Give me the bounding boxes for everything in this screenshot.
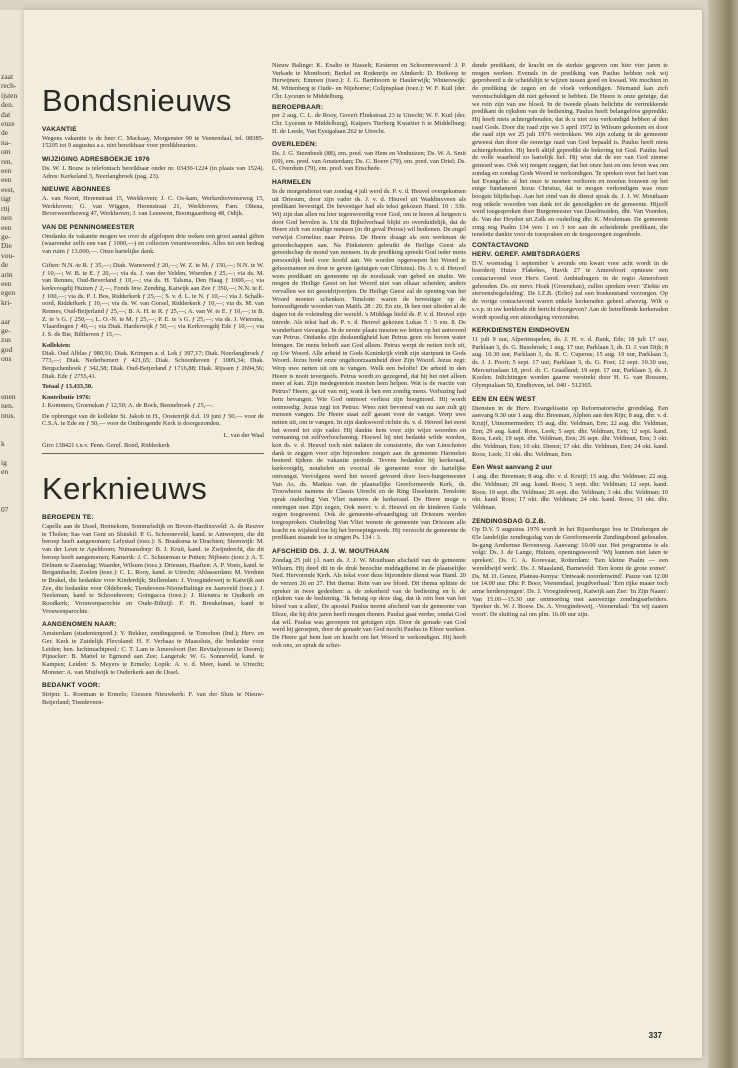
- section-title: WIJZIGING ADRESBOEKJE 1976: [42, 156, 150, 164]
- fragment-line: unen: [1, 391, 16, 401]
- article-section: [42, 156, 264, 180]
- section-title: BEDANKT VOOR:: [42, 682, 101, 690]
- article-section: [472, 464, 668, 511]
- article-section: [472, 242, 668, 321]
- fragment-line: zaat: [1, 72, 14, 81]
- fragment-line: egen: [1, 288, 16, 298]
- fragment-line: ge-: [1, 325, 11, 335]
- fragment-line: [1, 307, 24, 316]
- giro-text: Giro 138421 t.n.v. Penn. Geref. Bond, Ridderkerk: [42, 441, 170, 449]
- fragment-line: Die: [1, 241, 12, 251]
- section-title: VAN DE PENNINGMEESTER: [42, 224, 135, 232]
- fragment-line: [1, 373, 24, 382]
- fragment-line: rech-: [1, 81, 17, 91]
- page-number: 337: [648, 1031, 662, 1040]
- fragment-line: ge-: [1, 231, 11, 241]
- fragment-line: eest,: [1, 184, 15, 194]
- col2-intro: Nieuw Balinge: K. Exalto te Hasselt; Kesteren en Schoonrewoerd: J. P. Verkade te Montfoort; Berkel en Rodenrijs en Almkerk: D. Heikoop te Herwijnen; Emmen (toez.): J. G. Barnhoorn te Haulerwijk; Winterswijk: M. Wittenberg te Oude- en Nijehorne; Colijnsplaat (toez.): W. F. Kuil (der. Chr. Lyceum te Middelburg.: [272, 62, 466, 100]
- section-title: HARMELEN: [272, 179, 311, 187]
- giften-text: Giften: N.N.-te R. ƒ 35,—; Diak. Wanswerd ƒ 20,—; W. Z. te M. ƒ 150,—; N.N. te W. ƒ 10,—; W. B. te E. ƒ 20,—; via ds. J. van der Velden, Woerden ƒ 25,—; via ds. M. van Rennes, Oud-Beverland ƒ 10,—; via ds. H. Talsma, Den Haag ƒ 1000,—; via kerkvoogdij Huizen ƒ 2,—, Fonds Inw. Zending, Katwijk aan Zee ƒ 350,—; N.N. te E. ƒ 100,—; via ds. P. J. Bos, Ridderkerk ƒ 25,—; S. v. d. L. te N. ƒ 10,—; via J. Schalk-oord, Ridderkerk ƒ 10,—; via ds. W. van Gorsel, Ridderkerk ƒ 10,—; via ds. M. van Rennes, Oud-Beijerland ƒ 25,—; B. A. H. te R. ƒ 25,—; A. van W. te E. ƒ 10,—; te B. Z. te 's G. ƒ 250,—; L. O.-N. te M. ƒ 25,—; P. E. te 's G. ƒ 25,—; via ds. J. Wiersma, Vlaardingen ƒ 40,—; via Diak. Harderwijk ƒ 50,—; via Kerkvoogdij Ede ƒ 10,—; via J. S. de Bie, Bilthoven ƒ 15,—.: [42, 261, 264, 339]
- fragment-line: ons: [1, 354, 12, 364]
- previous-page-text-fragments: [0, 10, 24, 514]
- article-section: [272, 179, 466, 542]
- article-section: [42, 682, 264, 706]
- kontributie-title: Kontributie 1976:: [42, 394, 91, 402]
- column-middle: [272, 62, 466, 1047]
- column-right: [472, 62, 668, 1047]
- fragment-line: dat: [1, 109, 11, 119]
- fragment-line: ig: [1, 457, 7, 467]
- opbrengst-text: De opbrengst van de kollekte St. Jakob in H., Oostenrijk d.d. 19 juni ƒ 50,— voor de C.S.A. te Ede en ƒ 50,— voor de Ontbrogende Kerk is doorgezonden.: [42, 412, 264, 428]
- article-section: [472, 518, 668, 619]
- article-section: [42, 126, 264, 150]
- fragment-line: een: [1, 175, 12, 185]
- section-title: VAKANTIE: [42, 126, 77, 133]
- article-section: [42, 224, 264, 256]
- fragment-line: rtij: [1, 203, 10, 213]
- section-text: A. van Noort, Herenstraat 15, Werkhoven; J. C. Os-kam, Werkenhovenseweg 15, Werkhoven; G. van Wiggen, Herenstraat 21, Werkhoven; Fam. Oltena, Beverweerdseweg 47, Werkhoven; J. van Leeuwen, Boomgaardweg 48, Odijk.: [42, 194, 264, 218]
- fragment-line: de: [1, 128, 9, 138]
- totaal-text: Totaal ƒ 13.433,50.: [42, 383, 93, 391]
- section-text: Omdanks de vakantie mogen we over de afgelopen drie weken een groot aantal giften (waaronder zelfs een van ƒ 1000,—) en collecten verantwoorden. Alles tot een bedrag van ruim ƒ 13.000,—. Onze hartelijke dank.: [42, 232, 264, 256]
- fragment-line: k: [1, 438, 5, 448]
- fragment-line: tigt: [1, 194, 12, 204]
- section-title: BEROEPEN TE:: [42, 514, 94, 522]
- article-section: [42, 514, 264, 615]
- column-left: [42, 70, 264, 712]
- fragment-line: [1, 495, 24, 504]
- fragment-line: den.: [1, 100, 14, 110]
- fragment-line: kri-: [1, 297, 12, 307]
- section-title: ZENDINGSDAG G.Z.B.: [472, 517, 546, 525]
- fragment-line: zus: [1, 335, 11, 345]
- section-text: Capelle aan de IJssel, Bennekom, Sommelsdijk en Boven-Hardinxveld: A. de Reuver te Tholen; Sas van Gent en Sluiskil: P. G. Schooneveld, kand. te Antwerpen, die dit beroep heeft aangenomen; Lelystad (toez.): S. Braaksma te Drachten; Steenwijk: M. van der Leun te Apeldoorn; Numansdorp: B. J. Kruit, kand. te Zwijndrecht, die dit beroep heeft aangenomen; Kamerik: J. C. Schuurman te Putten; Nijbeets (toez.): A. T. Delnum te Zaamslag; Waarder, Wilsum (toez.): Driesum, Haaften: A. P. Voets, kand. te Bergambacht; Zoelen (toez.): C. L. Rooy, kand. te Utrecht; Ablasserdam: M. Verduin te Brakel, die bedankte voor Kinderdijk; Stellendam: J. Vroegindeweij te Katwijk aan Zee, die bedankte voor Oldebroek; Tiendeveen-NieuwBalinge en Jaarsveld (toez.): J. Neeleman, kand te Schoonhoven; Goingacca (toez.): J. Rienstra te Oudkerk en Roodkerk; Vrouwenparochie en Oude-Biltzijl: F. H. Breukelman, kand te Vrouwenparochie.: [42, 523, 264, 615]
- section-text: In de morgendienst van zondag 4 juli werd ds. P. v. d. Heuvel overgekomen uit Driesum, door zijn vader ds. J. v. d. Heuvel uit Waddinxveen als predikant bevestigd. De bevestiger had als tekst gekozen Hand. 10 : 33b. Wij zijn dan allen nu hier tegenwoordig voor God, om te horen al hetgeen u door God bevolen is. Uit dit Bijbelverhaal blijkt zo overduidelijk, dat de Heere zich van zondige mensen (in dit geval Petrus) wil bedienen. De engel verwijst Cornelius naar Petrus. De Heere draagt als een werkman de gereedschappen aan. Na Pinksteren gebruikt de Heilige Geest als gereedschap de mond van mensen. In de prediking spreekt God ieder mens persoonlijk heel voor hoofd aan. We worden opgeroepen het Woord te gehoorzamen en door te geven (getuigen van Christus). Ds. J. v. d. Heuvel wees predikant en gemeente op de noodzaak van gebed en studie. We mogen de Heilige Geest en het Woord niet van elkaar scheiden, anders vervallen we tot geestdrijverijen. De Heilige Geest zal de opening van het Woord moeten schenken. Tenslotte waren de bevestiger op de bemoedigende woorden van Matth. 28 : 20. En zie, Ik ben met ulieden al de dagen tot de voleinding der wereld. 's Middags hield ds. P. v. d. Heuvel zijn intrede. Als tekst had ds. P. v. d. Heuvel gekozen Lukas 5 : 5 em. 8. De wonderbare visvangst. In de eerste plaats moeten we letten op het antwoord van Petrus. Ondanks zijn deskundigheid kan Petrus geen vis boven water brengen. De mens beleeft aan God alleen. Petrus werpt de netten toch uit, op Uw Woord. Alle arbeid in Gods Koninkrijk vindt zijn startpunt in Gods Woord. Jezus brekt onze ongehoorzaamheid door Zijn Woord. Jezus zegt: Werp uwe netten uit om te vangen. Welk een belofte! De arbeid in den Heere is nooit tevergeefs. Petrus wordt zo gezegend, dat hij het niet alleen meer af kan. Zijn medegenoten moeten hem helpen. Wat is de reactie van Petrus? Heere, ga uit van mij, want ik ben een zondig mens. Verbazing had hem bevangen. Wie God ontmoet verliest zijn hoogmoed. Hij wordt ootmoedig. Jezus zegt tot Petrus: Wees niet bevreesd van nu aan zult gij mensen vangen. De Heere staat zelf garant voor de vangst. Werp uwe netten uit, om te vangen. In zijn dankwoord richtte ds. v. d. Heuvel het eerst het woord tot zijn vader. Hij dankte hem voor zijn wijze woorden en vermaning tot zelfverloochening. Hoewel hij niet bedankt wilde worden, kon ds. v. d. Heuvel toch niet nalaten de consistorie, die van Linschoten dank te zeggen voor zijn bijzondere zorgen aan de gemeente Harmelen besteed tijdens de vakantie periode. Tevens bedankte hij kerkeraad, kerkvoogdij, notabelen en voorzal de gemeente voor de hartelijke ontvangst. Vervolgens werd het woord gevoerd door loco-burgemeester Van As, ds. Markus van de plaatselijke Gereformeerde Kerk, ds. Trouwborst namens de Classis Utrecht en de Ring IJsselstein. Tenslotte sprak ouderling Van Vliet namens de kerkeraad. De Heere moge u omringen met Zijn zegen, Ook mevr. v. d. Heuvel en de kinderen Gods zegen toegewenst. Ook de gemeente-afvaardiging uit Driesum werden toegesproken. Ouderling Van Vliet wenste de gemeente van Driesum alle kracht en wijsheid toe bij het beroepingswerk. Hij verzocht de gemeente de predikant staande toe te zingen Ps. 134 : 3.: [272, 187, 466, 542]
- section-title: EEN EN EEN WEST: [472, 395, 536, 403]
- fragment-line: [1, 476, 24, 485]
- section-text: Amsterdam (studentenpred.): Y. Bekker, zendingspred. te Tomohon (Ind.); Herv. en Ger. Kerk te Zuidelijk Flevoland: H. F. Verbaas te Maassluis, die bedankte voor Leiden; ben. luchtmachtpred.: C. T. Lam te Amersfoort (ler. Revitalyceum te Doorn); Pijnacker: B. Martel te Egmond aan Zee; Langerak: W. G. Sonneveld, kand. te Kampen; Leiden: S. Meyers te Ermelo; Lopik: A. v. d. Meer, kand. te Utrecht; Monster: A. van Muilwijk te Ouderkerk aan de IJssel.: [42, 630, 264, 676]
- fragment-line: ijsten: [1, 90, 18, 100]
- section-text: D.V. woensdag 1 september 's avonds om kwart voor acht wordt in de boerderij Huize Flakehes, Havik 27 te Amersfoort opnieuw een contactavond voor Herv. Geref. Ambtsdragers in de regio Amersfoort gehouden. Ds. en mevr. Hoek (Groenekan), zullen spreken over: 'Ziekte en stervensbegeleiding'. De I.Z.B. (Echo) zal een boekenstand verzorgen. Op de vorige contactavond waren enkele kerkeraden geheel afwezig. Wilt u s.v.p. in uw kerkbode dit bericht doorgeven? Aan de betreffende kerkeraden wordt spoedig een uitnodiging verzonden.: [472, 259, 668, 321]
- section-subtitle: HERV. GEREF. AMBTSDRAGERS: [472, 250, 581, 258]
- fragment-line: een: [1, 166, 12, 176]
- col3-sections: [472, 242, 668, 619]
- article-section: [272, 104, 466, 136]
- section-text: Ds. W. J. Bouw is telefonisch bereikbaar onder nr. 03436-1224 (in plaats van 1524). Adres: Kerkeland 3, Neerlangbroek (pag. 23).: [42, 164, 264, 180]
- col2-sections: [272, 104, 466, 650]
- fragment-line: [1, 382, 24, 391]
- section-title: Een West aanvang 2 uur: [472, 464, 553, 472]
- section-text: per 2 aug. C. L. de Rooy, Govert Flinkstraat 23 te Utrecht; W. F. Kuil (der. Chr. Lyceum te Middelburg), Kuipers Tierberg Kwartier 6 te Middelburg; H. de Leede, Van Eysigalaan 262 te Utrecht.: [272, 112, 466, 135]
- fragment-line: nen: [1, 213, 12, 223]
- article-section: [272, 548, 466, 649]
- kerknieuws-sections: [42, 514, 264, 706]
- section-text: Strijen: L. Roetman te Ermelo; Giessen Nieuwkerk: F. van der Sluis te Nieuw-Beijerland; Tiendeveen-: [42, 691, 264, 706]
- section-text: 1 aug. dhr. Breeman; 8 aug. dhr. v. d. Kruijf; 15 aug. dhr. Veldman; 22 aug. dhr. Veldman; 29 aug. kand. Roos; 5 sept. dhr. Veldman; 12 sept. kand. Roos; 19 sept. dhr. Veldman; 26 sept. dhr. Veldman; 3 okt. dhr. Veldman; 10 okt. kand. Roos; 17 okt. dhr. Veldman; 24 okt. kand. Roos; 31 okt. dhr. Veldman.: [472, 473, 668, 511]
- fragment-line: ren.: [1, 156, 13, 166]
- kollekten-text: Diak. Oud Alblas ƒ 980,91; Diak. Krimpen a. d. Lek ƒ 397,17; Diak. Noerlangbroek ƒ 773,—; Diak. Nederhemert ƒ 421,65; Diak. Schoonhoven ƒ 1009,34; Diak. Bergschenhoek ƒ 342,58; Diak. Oud-Beijerland ƒ 1716,88; Diak. Rijssen ƒ 2694,56; Diak. Ede ƒ 2755,41.: [42, 349, 264, 380]
- fragment-line: de: [1, 260, 9, 270]
- section-title: CONTACTAVOND: [472, 242, 529, 250]
- section-title: BEROEPBAAR:: [272, 103, 324, 111]
- fragment-line: god: [1, 344, 13, 354]
- fragment-line: om: [1, 147, 11, 157]
- fragment-line: 07: [1, 504, 9, 514]
- fragment-line: een: [1, 222, 12, 232]
- fragment-line: [1, 486, 24, 495]
- article-section: [42, 186, 264, 218]
- fragment-line: en: [1, 467, 9, 477]
- fragment-line: nen.: [1, 401, 14, 411]
- previous-page-edge: [0, 10, 24, 1058]
- section-text: 11 juli 9 uur, Alpertenspelen, ds. J. H. v. d. Bank, Ede; 18 juli 17 uur, Parklaan 3, ds. G. Bussbroek; 1 aug. 17 uur, Parklaan 3, ds. D. J. van Dijk; 8 aug. 10.30 uur, Parklaan 3, ds. R. C. Cuperus; 15 aug. 19 uur, Parklaan 3, ds. J. J. Poort; 5 sept. 17 uur, Parklaan 3, ds. G. Post; 12 sept. 10.30 uur, Mercuriuslaan 18, prof. dr. C. Graafland; 19 sept. 17 uur, Parklaan 3, ds. J. Koolen. Inlichtingen worden gaarne verstrekt door H. G. van Roesem, Olympialaan 50, Eindhoven, tel. 040 - 512365.: [472, 335, 668, 390]
- bondsnieuws-sections: [42, 126, 264, 256]
- section-text: Op D.V. 5 augustus 1976 wordt in het Rijsenburgse bos te Driebergen de 65e landelijke zendingsdag van de Gereformeerde Zendingsbond gehouden. In-gang Arnhemse Bovenweg. Aanvang: 10.00 uur. Het programma is als volgt: Ds. J. de Lange, Huizen, openingswoord: 'Wij kunnen niet laten te spreken'. Ds. C. A. Korevaar, Rotterdam: 'Een kleine Psalm — een wereldwijd werk'. Ds. J. Maasland, Barneveld: 'Een komt de grote zomer'. Ds. M. D. Geuze, Plateau-Kenya: 'Ontwaak noordenwind'. Pauze van 12.00 tot 14.00 uur. Dhr. P. Boor, Veenendaal, jeugdverhaal: 'Een rijke maaer toch arme herdersjongen'. Ds. J. Vroegindeweij, Katwijk aan Zee: 'In Zijn Naam'. Van 15.00—15.30 uur ontmoeting met aanwezige zendingsarbeiders. Spreker ds. W. J. Bouw. Ds. A. Vroegindeweij, -Veenendaal: 'En wij zaaien voort'. De sluiting zal om plm. 16.00 uur zijn.: [472, 526, 668, 619]
- article-section: [272, 141, 466, 173]
- article-section: [42, 621, 264, 676]
- book-binding-spine: [708, 0, 738, 1068]
- article-section: [472, 396, 668, 459]
- fragment-line: [1, 420, 24, 429]
- section-title: AANGENOMEN NAAR:: [42, 621, 117, 629]
- kerknieuws-heading: Kerknieuws: [42, 471, 208, 507]
- fragment-line: enze: [1, 119, 15, 129]
- section-text: Zondag 25 juli j.l. nam ds. J. J. W. Mouthaan afscheid van de gemeente Wilsum. Hij deed dit in de druk bezochte middagdienst in de plaatselijke Ned. Hervormde Kerk. Als tekst voor deze bijzondere dienst was Hand. 20 de verzen 26 en 27. Het thema: Rein van uw bloed. Dit thema splitste de spreker in twee gedeelten: a. de zekerheid van de bediening en b. de rijkdom van de bediening. 'Ik betuig op deze dag, dat ik rein ben van het bloed van u allen', De apostel Paulus neemt afscheid van de gemeente van Efeze, die hij drie jaren heeft mogen dienen. Paulus gaat verder, omdat God dat wil. Paulus was geroepen tot getuigen zijn. Door de genade van God werd hij geroepen, door de genade van God mocht Paulus in Efeze werken. De Heere gaf hem lust en kracht om het Woord te verkondigen. Hij heeft ook ons, zo sprak de schei-: [272, 556, 466, 649]
- kollekten-title: Kollekten:: [42, 341, 71, 349]
- magazine-page: [24, 10, 702, 1058]
- fragment-line: [1, 429, 24, 438]
- article-section: [472, 327, 668, 390]
- section-title: AFSCHEID DS. J. J. W. MOUTHAAN: [272, 548, 390, 556]
- fragment-line: na-: [1, 137, 11, 147]
- fragment-line: aar: [1, 316, 11, 326]
- kontributie-text: J. Kommers, Groenekan ƒ 12,50; A. de Bock, Bennebroek ƒ 25,—.: [42, 401, 214, 409]
- signature: L. van der Waal: [223, 431, 264, 439]
- fragment-line: een: [1, 278, 12, 288]
- section-text: Diensten in de Herv. Evangelisatie op Reformatorische grondslag. Een aanvang 9.30 uur 1 aug. dhr. Breeman, Alphen aan den Rijn; 8 aug. dhr. v. d. Kruijf, Uitnomermeden; 15 aug. dhr. Veldman, Een; 22 aug. dhr. Veldman, Een; 29 aug. kand. Roos, Leek; 5 sept. dhr. Veldman, Een; 12 sept. kand. Roos, Leek; 19 sept. dhr. Veldman, Een; 26 sept. dhr. Veldman, Een; 3 okt. dhr. Veldman, Een; 10 okt. Dienst; 17 okt. dhr. Veldman, Een; 24 okt. kand. Roos, Leek; 31 okt. dhr. Veldman, Een.: [472, 404, 668, 458]
- divider: [42, 453, 264, 454]
- bondsnieuws-heading: Bondsnieuws: [42, 83, 232, 118]
- section-title: KERKDIENSTEN EINDHOVEN: [472, 327, 570, 335]
- section-title: OVERLEDEN:: [272, 141, 318, 149]
- section-title: NIEUWE ABONNEES: [42, 186, 111, 194]
- fragment-line: vou-: [1, 250, 15, 260]
- fragment-line: arin: [1, 269, 13, 279]
- section-text: Wegens vakantie is de heer C. Mackaay, Morgenster 90 te Veenendaal, tel. 08385-15205 tot 9 augustus a.s. niet bereikbaar voor predikbeurten.: [42, 134, 264, 150]
- fragment-line: [1, 364, 24, 373]
- col3-intro: dende predikant, de kracht en de sterkte gegeven om hier vier jaren te mogen werken. Evenals in de prediking van Paulus hebben ook wij geprobeerd u de scheidslijn te wijzen tussen goed en kwaad. We mochten in de prediking de zegen en de vloek verkondigen. Niemand kan zich verontschuldigen dit niet gehoord te hebben. De Heere is onze getuige, dat we rein zijn van uw bloed. In de tweede plaats belichtte de vertrekkende predikant de rijkdom van de bediening. Paulus heeft belangeloos gepredikt. Hij heeft niets achtergehouden, dat ik u niet zou verkondigd hebben al den raad Gods. Door die raad zijn we 3 april 1972 in Wilsum gekomen en door die raad zijn we 25 juli 1976 vertrokken. We zijn zolang in de gemeente geweest dan door die eeuwige raad van God bepaald is. Paulus heeft niets achtergehouden. Hij heeft altijd gepredikt de bekering tot God. Paulus had de volle waarheid zo hartelijk lief. Hij wist dat de eer van God zimme gemoed was. Ook wij mogen zeggen, dat het onze lust en ons leven was om zondag en zondag Gods Woord te verkondigen. Te spreken over het hart van het Evangelie: al het onze te moeten verlieren en moeten bouwen op het enige fundament Jezus Christus, dat te mogen verkondigen was onze hoogste blijdschap. Aan het eind van de dienst sprak ds. J. J. W. Mouthaan nog enkele woorden van dank tot de genodigden en de gemeente. Hijzelf werd toegesproken door Burgemeester van IJsselmuiden, dhr. Van Voorden, ds. Van der Heyden uit Zalk en ouderling dhr. K. Meuleman. De gemeente zong nog Psalm 134 vers 1 en 3 toe aan de scheidende predikant, die tenslotte dankte voor de toespraken en de toegezongen zegenbede.: [472, 62, 668, 239]
- fragment-line: [1, 448, 24, 457]
- fragment-line: ntus.: [1, 410, 16, 420]
- section-text: Ds. J. G. Steenbeek (88), em. pred. van Hem en Venhuizen; Ds. W. A. Smit (69), em. pred. van Amsterdam; Ds. C. Boere (79), em. pred. van Driel; Ds. L. Overduin (79), em. pred. van Enschede.: [272, 150, 466, 173]
